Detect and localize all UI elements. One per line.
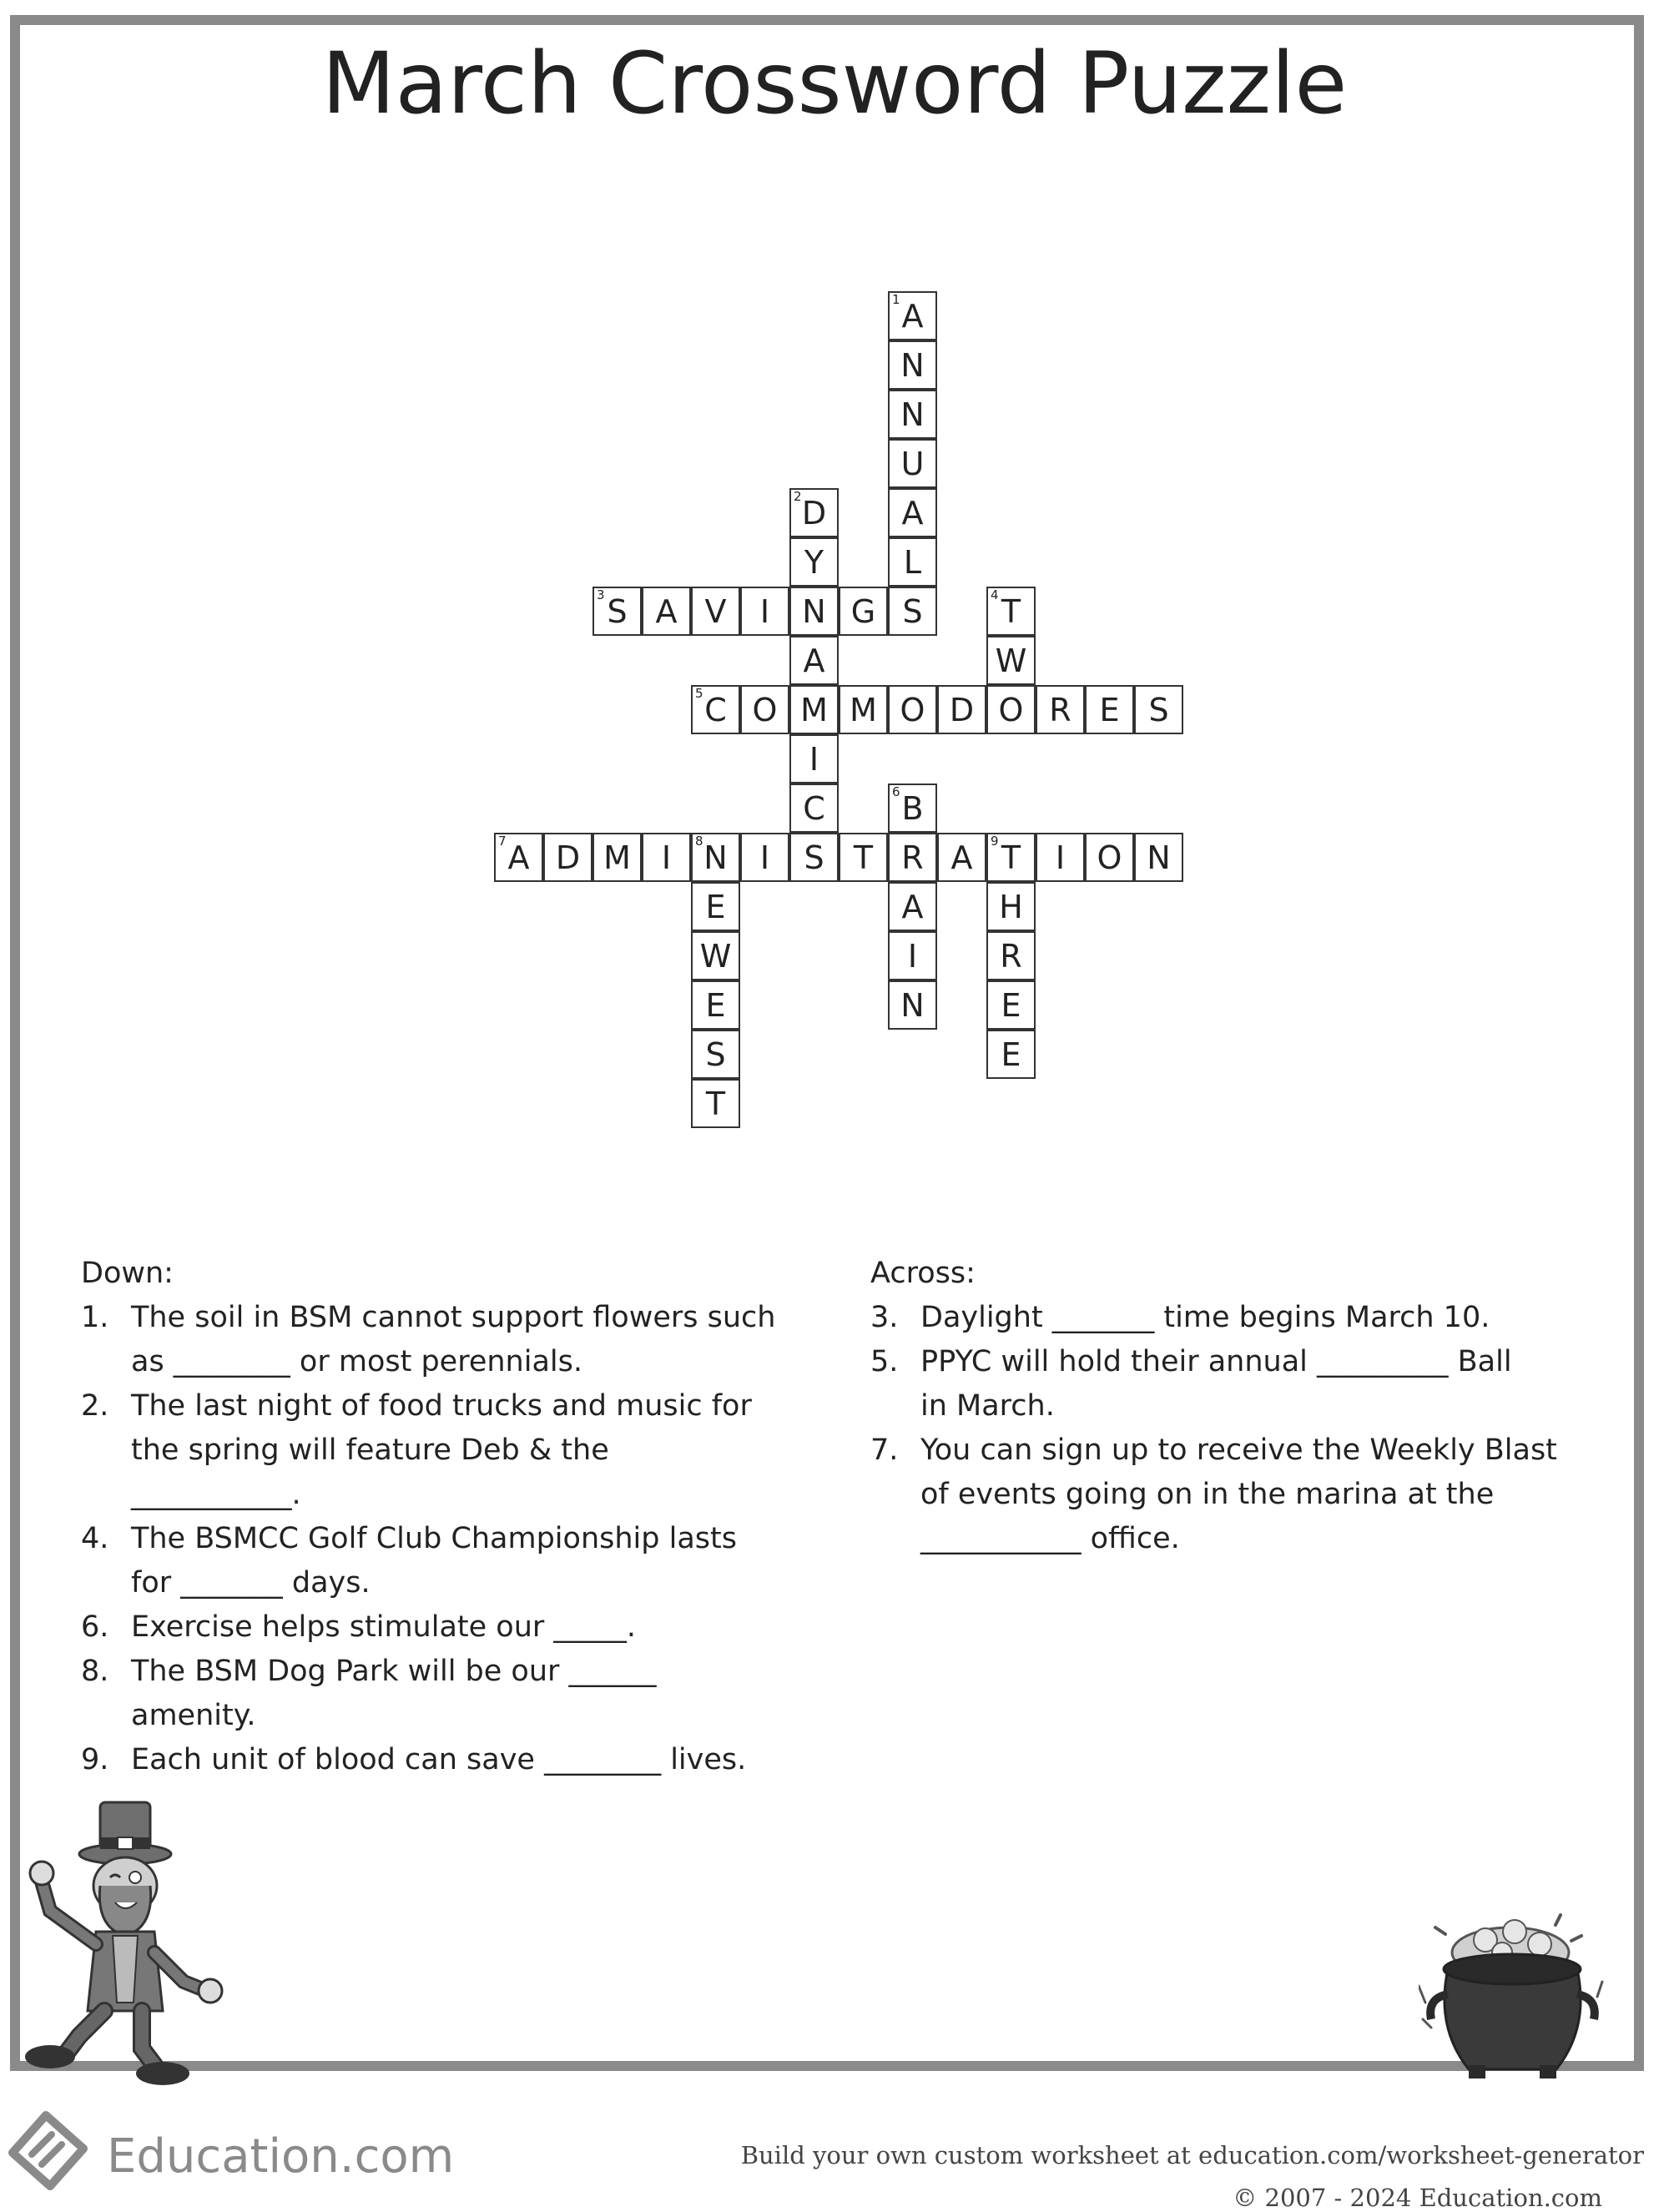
cell-letter: Y [804, 544, 824, 581]
crossword-cell[interactable] [986, 833, 1036, 882]
copyright-text: © 2007 - 2024 Education.com [1233, 2184, 1602, 2212]
clue-number: 9 [991, 834, 999, 849]
cell-letter: M [800, 692, 828, 728]
clue-text-line: ___________ office. [920, 1522, 1180, 1555]
crossword-cell[interactable] [592, 833, 642, 882]
cell-letter: O [900, 692, 925, 728]
clue-item [81, 1517, 815, 1605]
cell-letter: N [900, 347, 925, 384]
pot-of-gold-illustration [1419, 1902, 1619, 2103]
clue-text-line: the spring will feature Deb & the [131, 1434, 609, 1467]
clue-text-line: You can sign up to receive the Weekly Blast [920, 1434, 1557, 1467]
cell-letter: I [661, 839, 672, 876]
cell-letter: S [804, 839, 824, 876]
crossword-cell[interactable] [888, 833, 937, 882]
crossword-cell[interactable] [789, 784, 839, 833]
clue-number: 4 [991, 587, 999, 602]
logo-text: Education.com [107, 2129, 455, 2184]
cell-letter: D [555, 839, 581, 876]
cell-letter: O [1097, 839, 1122, 876]
crossword-cell[interactable] [888, 784, 937, 833]
crossword-cell[interactable] [691, 1079, 740, 1128]
crossword-cell[interactable] [789, 685, 839, 734]
crossword-cell[interactable] [839, 685, 888, 734]
cell-letter: I [907, 938, 918, 975]
cell-letter: S [902, 593, 923, 630]
clue-text-line: as ________ or most perennials. [131, 1345, 582, 1378]
crossword-cell[interactable] [691, 931, 740, 980]
cell-letter: A [901, 495, 924, 532]
cell-letter: S [1148, 692, 1169, 728]
clue-number: 5. [870, 1345, 899, 1378]
clue-text-line: ___________. [131, 1478, 301, 1511]
cell-letter: E [1001, 1036, 1021, 1073]
across-heading: Across: [870, 1257, 976, 1290]
clue-item [81, 1738, 815, 1782]
cell-letter: E [1099, 692, 1120, 728]
cell-letter: S [705, 1036, 726, 1073]
crossword-cell[interactable] [986, 587, 1036, 636]
clue-number: 8 [695, 834, 703, 849]
crossword-cell[interactable] [1134, 833, 1183, 882]
crossword-cell[interactable] [543, 833, 592, 882]
crossword-cell[interactable] [1134, 685, 1183, 734]
crossword-cell[interactable] [986, 931, 1036, 980]
down-clue-list [81, 1296, 815, 1782]
clue-number: 5 [695, 686, 703, 701]
crossword-cell[interactable] [937, 833, 986, 882]
crossword-cell[interactable] [592, 587, 642, 636]
clue-item [81, 1650, 815, 1738]
cell-letter: W [699, 938, 732, 975]
education-logo-icon [0, 2103, 108, 2194]
crossword-cell[interactable] [642, 587, 691, 636]
crossword-cell[interactable] [986, 882, 1036, 931]
clue-text-line: The BSMCC Golf Club Championship lasts [131, 1522, 737, 1555]
crossword-cell[interactable] [740, 587, 789, 636]
down-clues [81, 1252, 815, 1782]
cell-letter: I [1055, 839, 1066, 876]
clue-number: 7 [498, 834, 507, 849]
crossword-cell[interactable] [691, 882, 740, 931]
cell-letter: I [809, 741, 819, 778]
crossword-cell[interactable] [740, 833, 789, 882]
cell-letter: R [1049, 692, 1071, 728]
crossword-cell[interactable] [986, 685, 1036, 734]
cell-letter: N [900, 987, 925, 1024]
cell-letter: C [704, 692, 727, 728]
cell-letter: M [603, 839, 631, 876]
cell-letter: E [705, 889, 726, 925]
crossword-cell[interactable] [888, 685, 937, 734]
cell-letter: O [752, 692, 778, 728]
crossword-cell[interactable] [789, 734, 839, 784]
cell-letter: E [1001, 987, 1021, 1024]
cell-letter: R [1000, 938, 1022, 975]
leprechaun-illustration [17, 1786, 225, 2086]
crossword-cell[interactable] [888, 439, 937, 488]
clue-item [870, 1428, 1605, 1561]
cell-letter: I [759, 593, 770, 630]
across-clue-list [870, 1296, 1605, 1561]
clue-number: 6. [81, 1610, 109, 1644]
cell-letter: T [853, 839, 874, 876]
cell-letter: O [998, 692, 1024, 728]
crossword-cell[interactable] [888, 390, 937, 439]
clue-text-line: The soil in BSM cannot support flowers such [131, 1301, 776, 1334]
crossword-cell[interactable] [691, 587, 740, 636]
crossword-cell[interactable] [789, 636, 839, 685]
cell-letter: D [949, 692, 975, 728]
crossword-cell[interactable] [789, 537, 839, 587]
cell-letter: R [901, 839, 924, 876]
cell-letter: A [901, 889, 924, 925]
cell-letter: B [901, 790, 924, 827]
crossword-cell[interactable] [789, 833, 839, 882]
cell-letter: H [999, 889, 1023, 925]
page-title: March Crossword Puzzle [321, 34, 1348, 134]
crossword-cell[interactable] [986, 1030, 1036, 1079]
cell-letter: N [802, 593, 826, 630]
cell-letter: V [704, 593, 727, 630]
crossword-cell[interactable] [888, 931, 937, 980]
cell-letter: N [703, 839, 728, 876]
cell-letter: T [1001, 839, 1021, 876]
crossword-cell[interactable] [888, 537, 937, 587]
clue-text-line: for _______ days. [131, 1566, 371, 1600]
clue-item [81, 1296, 815, 1384]
clue-text-line: The last night of food trucks and music for [131, 1389, 752, 1423]
cell-letter: G [850, 593, 876, 630]
crossword-cell[interactable] [740, 685, 789, 734]
crossword-cell[interactable] [494, 833, 543, 882]
cell-letter: N [900, 396, 925, 433]
crossword-cell[interactable] [1036, 685, 1085, 734]
clue-text-line: in March. [920, 1389, 1055, 1423]
clue-number: 2. [81, 1389, 109, 1423]
cell-letter: A [507, 839, 530, 876]
crossword-cell[interactable] [888, 587, 937, 636]
cell-letter: A [803, 642, 825, 679]
footer-text: Build your own custom worksheet at education.com/worksheet-generator [740, 2141, 1644, 2169]
clue-number: 1 [892, 292, 900, 307]
cell-letter: A [655, 593, 678, 630]
crossword-cell[interactable] [888, 882, 937, 931]
clue-text-line: PPYC will hold their annual _________ Ball [920, 1345, 1512, 1378]
cell-letter: T [705, 1086, 726, 1122]
clue-number: 3 [597, 587, 605, 602]
crossword-cell[interactable] [986, 636, 1036, 685]
crossword-cell[interactable] [789, 587, 839, 636]
crossword-cell[interactable] [839, 587, 888, 636]
cell-letter: A [950, 839, 973, 876]
clue-number: 1. [81, 1301, 109, 1334]
crossword-cell[interactable] [888, 488, 937, 537]
cell-letter: U [900, 446, 925, 482]
crossword-cell[interactable] [888, 291, 937, 340]
down-heading: Down: [81, 1257, 174, 1290]
clue-number: 9. [81, 1743, 109, 1776]
crossword-cell[interactable] [1036, 833, 1085, 882]
clue-text-line: Each unit of blood can save ________ lives. [131, 1743, 747, 1776]
crossword-cell[interactable] [888, 980, 937, 1030]
clue-text-line: amenity. [131, 1699, 256, 1732]
cell-letter: M [850, 692, 877, 728]
clue-number: 2 [794, 489, 802, 504]
clue-text-line: Exercise helps stimulate our _____. [131, 1610, 637, 1644]
cell-letter: A [901, 298, 924, 335]
clue-number: 7. [870, 1434, 899, 1467]
clue-number: 4. [81, 1522, 109, 1555]
cell-letter: N [1147, 839, 1171, 876]
crossword-cell[interactable] [888, 340, 937, 390]
crossword-cell[interactable] [691, 980, 740, 1030]
clue-text-line: Daylight _______ time begins March 10. [920, 1301, 1490, 1334]
crossword-cell[interactable] [839, 833, 888, 882]
clue-number: 3. [870, 1301, 899, 1334]
crossword-cell[interactable] [789, 488, 839, 537]
cell-letter: T [1001, 593, 1021, 630]
cell-letter: W [995, 642, 1027, 679]
cell-letter: C [803, 790, 825, 827]
crossword-cell[interactable] [1085, 685, 1134, 734]
cell-letter: D [801, 495, 827, 532]
cell-letter: E [705, 987, 726, 1024]
crossword-cell[interactable] [691, 1030, 740, 1079]
crossword-cell[interactable] [1085, 833, 1134, 882]
crossword-cell[interactable] [691, 833, 740, 882]
across-clues [870, 1252, 1605, 1561]
clue-item [870, 1340, 1605, 1428]
crossword-cell[interactable] [986, 980, 1036, 1030]
clue-text-line: The BSM Dog Park will be our ______ [131, 1655, 657, 1688]
clue-item [81, 1605, 815, 1650]
clue-number: 8. [81, 1655, 109, 1688]
crossword-cell[interactable] [937, 685, 986, 734]
cell-letter: I [759, 839, 770, 876]
clue-number: 6 [892, 784, 900, 799]
clue-item [870, 1296, 1605, 1340]
cell-letter: L [903, 544, 922, 581]
clue-text-line: of events going on in the marina at the [920, 1478, 1495, 1511]
crossword-cell[interactable] [691, 685, 740, 734]
crossword-cell[interactable] [642, 833, 691, 882]
clue-item [81, 1384, 815, 1517]
cell-letter: S [607, 593, 628, 630]
